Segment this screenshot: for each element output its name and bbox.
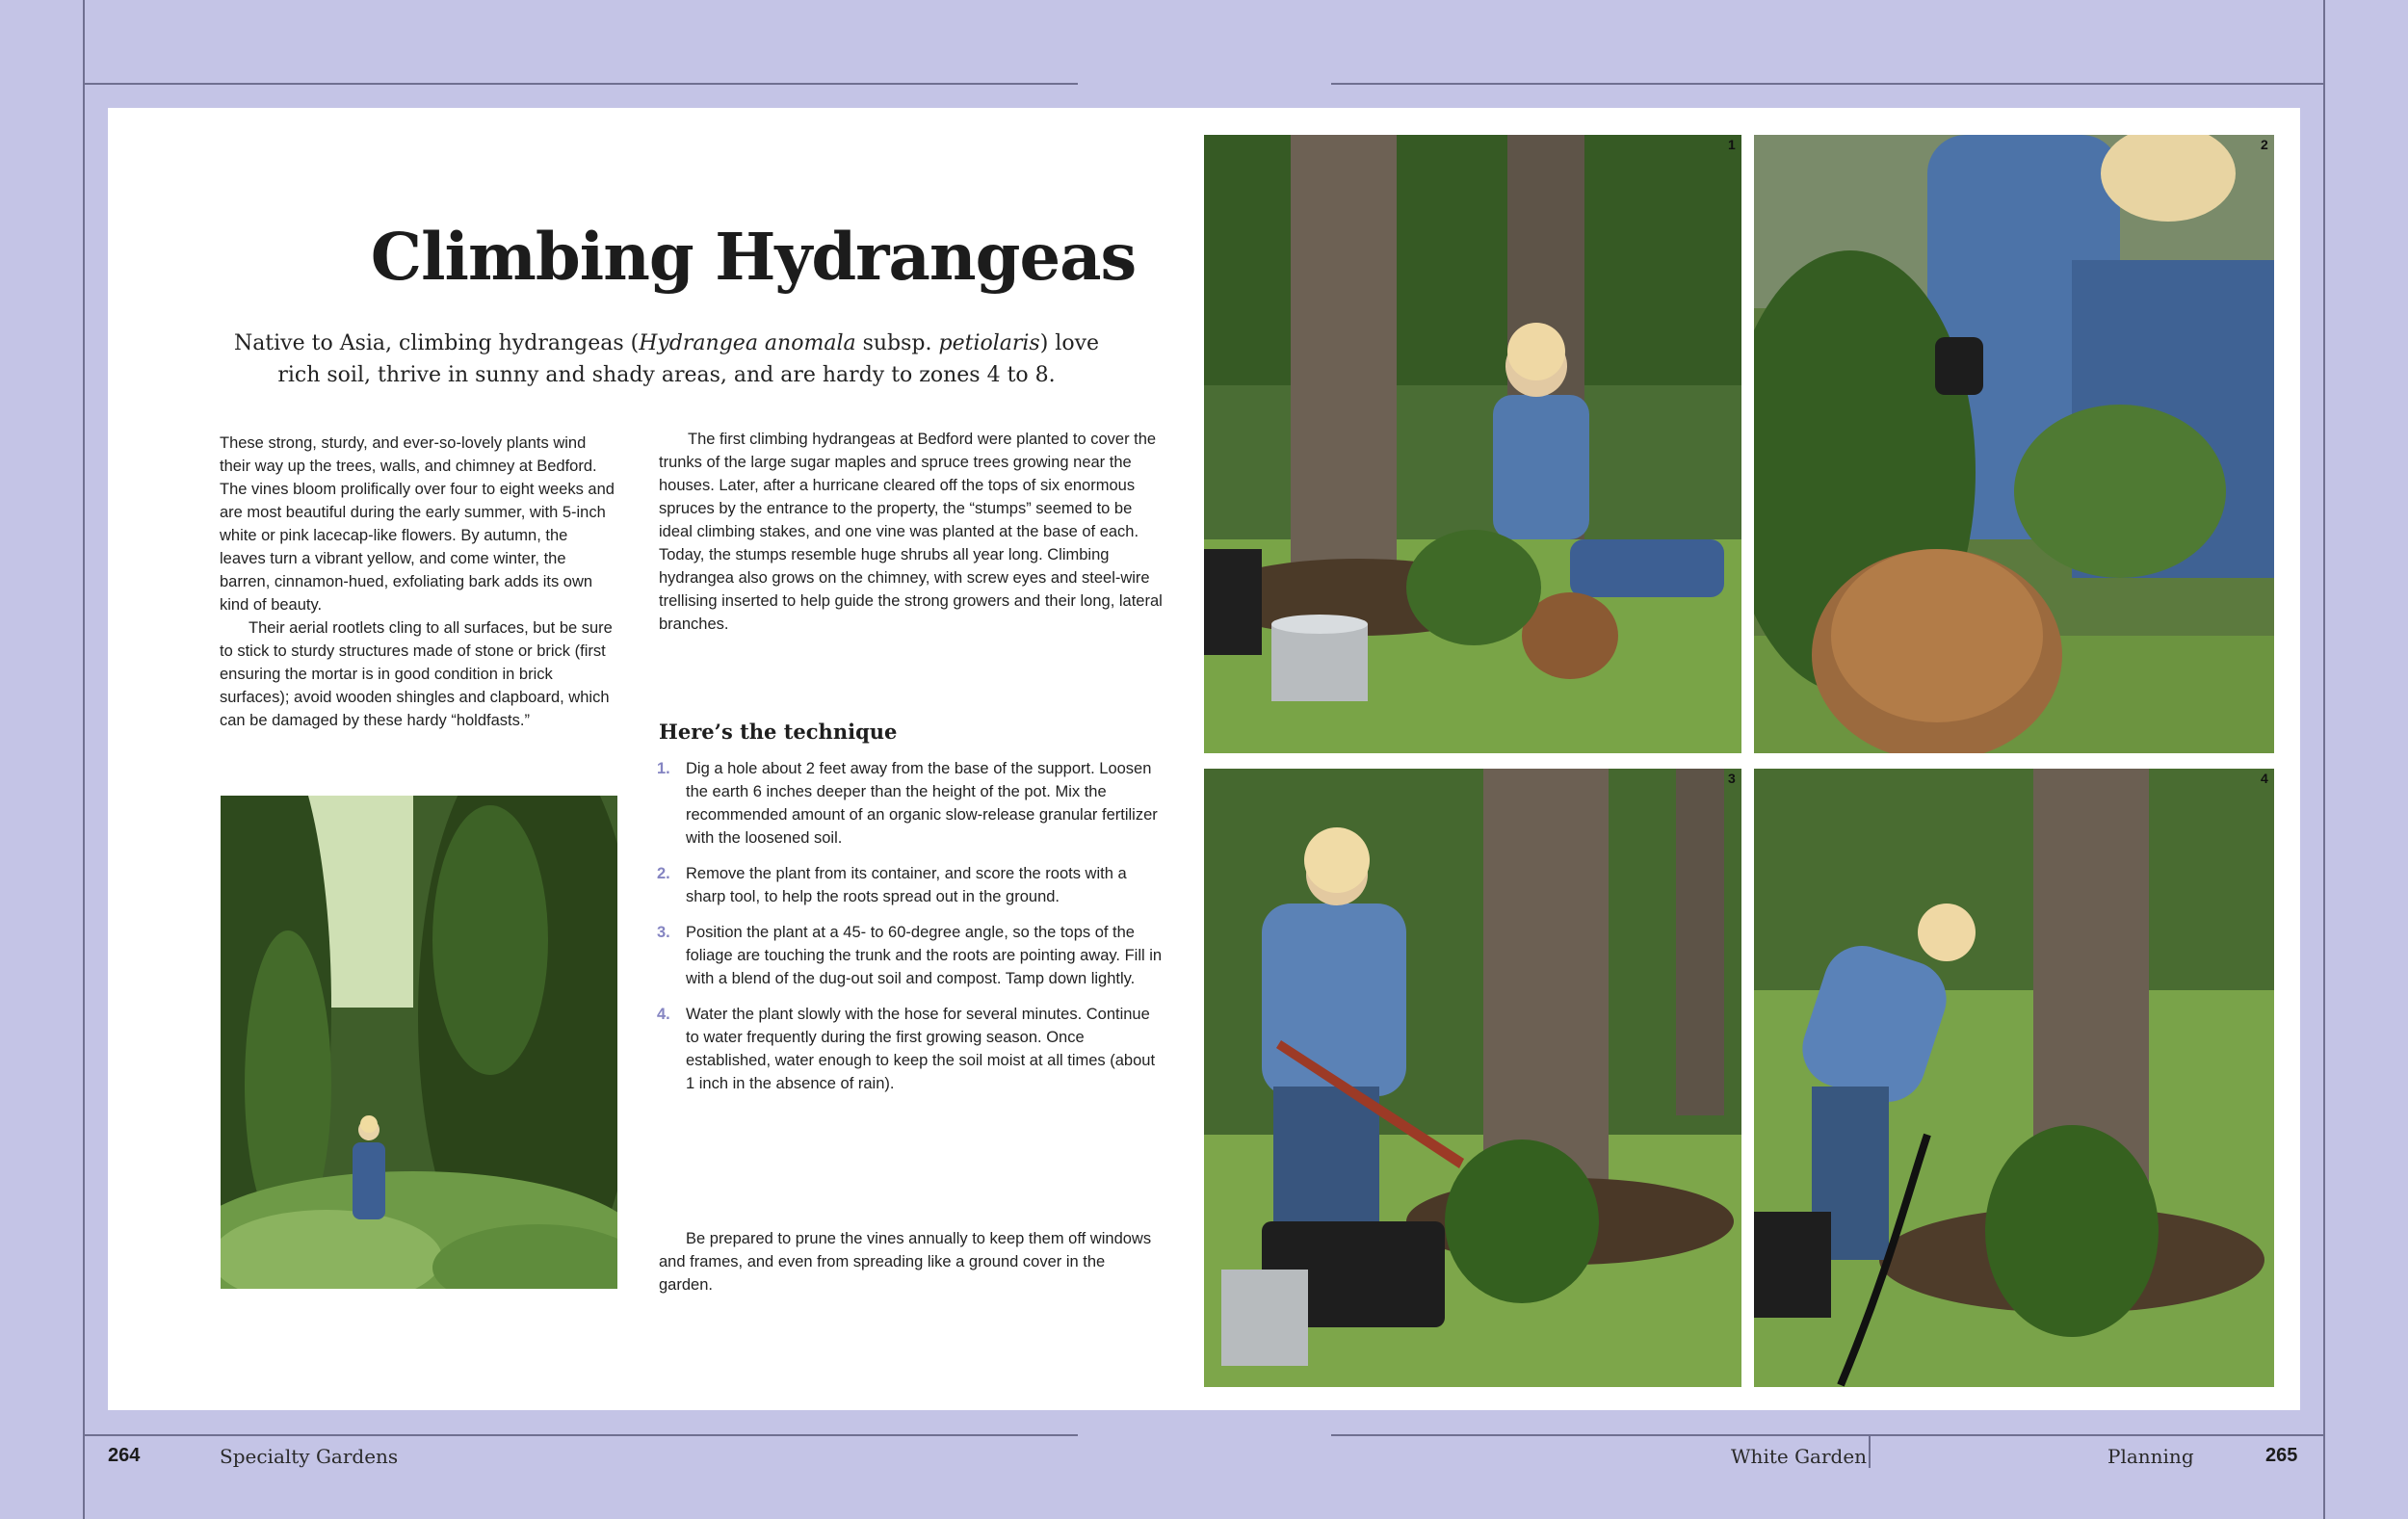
page-number-right: 265 — [2265, 1445, 2298, 1466]
step-item — [657, 921, 1167, 990]
photo-label-3: 3 — [1728, 771, 1736, 786]
frame-line-right — [2323, 0, 2325, 1519]
photo-label-4: 4 — [2261, 771, 2268, 786]
step-photo-2 — [1754, 135, 2274, 753]
footer-section-right: White Garden — [1731, 1445, 1868, 1468]
page-number-left: 264 — [108, 1445, 141, 1466]
garden-photo — [221, 796, 617, 1289]
column-2-paragraph-1: The first climbing hydrangeas at Bedford were planted to cover the trunks of the large sugar maples and spruce trees growing near the houses. Later, after a hurricane cleared off the tops of six enormous spruces by the entrance to the property, the “stumps” seemed to be ideal climbing stakes, and one vine was planted at the base of each. Today, the stumps resemble huge shrubs all year long. Climbing hydrangea also grows on the chimney, with screw eyes and steel-wire trellising inserted to help guide the strong growers and their long, lateral branches. — [659, 431, 1163, 633]
step-text: Position the plant at a 45- to 60-degree angle, so the tops of the foliage are touching the trunk and the roots are pointing away. Fill in with a blend of the dug-out soil and compost. Tamp down lightly. — [686, 924, 1163, 987]
step-number: 3. — [657, 924, 670, 941]
technique-heading: Here’s the technique — [659, 720, 898, 744]
step-item — [657, 757, 1167, 850]
technique-steps — [657, 757, 1167, 1108]
intro-text-run: ) love rich soil, thrive in sunny and shady areas, and are hardy to zones 4 to 8. — [277, 331, 1100, 387]
frame-line-top-right — [1331, 83, 2323, 85]
step-text: Water the plant slowly with the hose for several minutes. Continue to water frequently during the first growing season. Once established, water enough to keep the soil moist at all times (about 1 inch in the absence of rain). — [686, 1006, 1156, 1092]
column-1 — [220, 432, 615, 732]
step-number: 4. — [657, 1006, 670, 1023]
intro-italic-run: Hydrangea anomala — [639, 331, 856, 355]
closing-paragraph: Be prepared to prune the vines annually to keep them off windows and frames, and even from spreading like a ground cover in the garden. — [659, 1230, 1152, 1294]
step-number: 2. — [657, 865, 670, 882]
intro-text-run: Native to Asia, climbing hydrangeas ( — [233, 331, 640, 355]
footer-section-left: Specialty Gardens — [220, 1445, 399, 1468]
frame-line-top-left — [84, 83, 1078, 85]
footer-divider — [1869, 1435, 1871, 1468]
step-item — [657, 862, 1167, 908]
intro-italic-run: petiolaris — [938, 331, 1040, 355]
step-photo-4 — [1754, 769, 2274, 1387]
column-2 — [659, 428, 1167, 636]
article-title: Climbing Hydrangeas — [370, 219, 1137, 295]
step-text: Dig a hole about 2 feet away from the base of the support. Loosen the earth 6 inches deeper than the height of the pot. Mix the recommended amount of an organic slow-release granular fertilizer with the loosened soil. — [686, 760, 1158, 847]
intro-text-run: subsp. — [855, 331, 939, 355]
step-photo-3 — [1204, 769, 1741, 1387]
column-1-paragraph-1: These strong, sturdy, and ever-so-lovely plants wind their way up the trees, walls, and chimney at Bedford. The vines bloom prolifically over four to eight weeks and are most beautiful during the early summer, with 5-inch white or pink lacecap-like flowers. By autumn, the leaves turn a vibrant yellow, and come winter, the barren, cinnamon-hued, exfoliating bark adds its own kind of beauty. — [220, 434, 615, 614]
book-spread — [108, 108, 2300, 1410]
step-item — [657, 1003, 1167, 1095]
step-photo-1 — [1204, 135, 1741, 753]
article-intro — [223, 327, 1110, 391]
step-text: Remove the plant from its container, and score the roots with a sharp tool, to help the roots spread out in the ground. — [686, 865, 1127, 905]
step-number: 1. — [657, 760, 670, 777]
photo-label-2: 2 — [2261, 137, 2268, 152]
frame-line-bottom-right — [1331, 1434, 2323, 1436]
photo-label-1: 1 — [1728, 137, 1736, 152]
column-1-paragraph-2: Their aerial rootlets cling to all surfaces, but be sure to stick to sturdy structures made of stone or brick (first ensuring the mortar is in good condition in brick surfaces); avoid wooden shingles and clapboard, which can be damaged by these hardy “holdfasts.” — [220, 619, 613, 729]
frame-line-bottom-left — [84, 1434, 1078, 1436]
frame-line-left — [83, 0, 85, 1519]
footer-chapter-right: Planning — [2107, 1445, 2194, 1468]
